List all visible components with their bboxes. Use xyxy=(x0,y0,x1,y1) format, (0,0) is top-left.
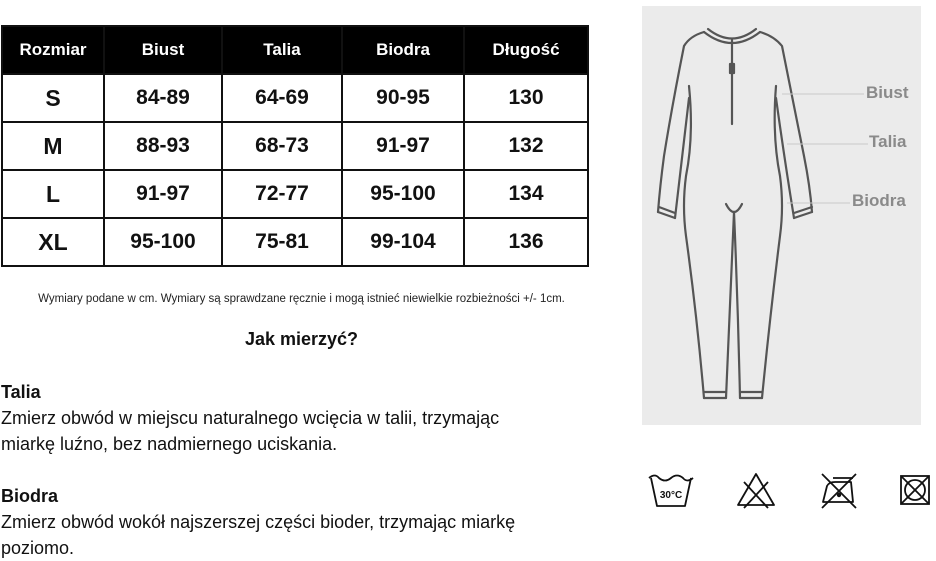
section-title-waist: Talia xyxy=(1,382,41,402)
wash-temp-label: 30°C xyxy=(659,490,683,501)
header-hips: Biodra xyxy=(342,26,464,74)
cell-waist: 64-69 xyxy=(222,74,342,122)
no-tumble-dry-icon xyxy=(899,470,931,510)
cell-size: XL xyxy=(2,218,104,266)
label-hips: Biodra xyxy=(852,191,906,210)
table-row xyxy=(2,74,588,122)
wash-30-icon xyxy=(647,470,695,510)
cell-bust: 91-97 xyxy=(104,170,222,218)
table-row xyxy=(2,218,588,266)
cell-size: L xyxy=(2,170,104,218)
cell-length: 134 xyxy=(464,170,588,218)
cell-waist: 68-73 xyxy=(222,122,342,170)
no-bleach-icon xyxy=(736,470,776,510)
section-body-waist xyxy=(1,405,601,457)
size-chart-table xyxy=(1,25,589,267)
header-bust: Biust xyxy=(104,26,222,74)
iron-low-icon xyxy=(819,470,859,510)
table-row xyxy=(2,122,588,170)
table-row xyxy=(2,170,588,218)
label-waist: Talia xyxy=(869,132,907,151)
section-line: Zmierz obwód wokół najszerszej części bioder, trzymając miarkę xyxy=(1,512,516,532)
jumpsuit-outline-icon xyxy=(642,6,921,425)
cell-bust: 95-100 xyxy=(104,218,222,266)
cell-length: 132 xyxy=(464,122,588,170)
header-size: Rozmiar xyxy=(2,26,104,74)
label-bust: Biust xyxy=(866,83,909,102)
cell-size: S xyxy=(2,74,104,122)
section-line: miarkę luźno, bez nadmiernego uciskania. xyxy=(1,434,338,454)
cell-hips: 95-100 xyxy=(342,170,464,218)
cell-length: 136 xyxy=(464,218,588,266)
header-length: Długość xyxy=(464,26,588,74)
section-line: poziomo. xyxy=(1,538,75,558)
section-title-hips: Biodra xyxy=(1,486,59,506)
table-header-row xyxy=(2,26,588,74)
measurement-note: Wymiary podane w cm. Wymiary są sprawdzane ręcznie i mogą istnieć niewielkie rozbieżności +/- 1cm. xyxy=(38,293,565,305)
garment-figure xyxy=(642,6,921,425)
cell-size: M xyxy=(2,122,104,170)
section-body-hips xyxy=(1,509,601,561)
cell-hips: 90-95 xyxy=(342,74,464,122)
cell-waist: 72-77 xyxy=(222,170,342,218)
cell-bust: 88-93 xyxy=(104,122,222,170)
header-waist: Talia xyxy=(222,26,342,74)
cell-length: 130 xyxy=(464,74,588,122)
cell-waist: 75-81 xyxy=(222,218,342,266)
section-line: Zmierz obwód w miejscu naturalnego wcięcia w talii, trzymając xyxy=(1,408,500,428)
how-to-measure-title: Jak mierzyć? xyxy=(244,329,359,349)
cell-hips: 91-97 xyxy=(342,122,464,170)
cell-hips: 99-104 xyxy=(342,218,464,266)
cell-bust: 84-89 xyxy=(104,74,222,122)
